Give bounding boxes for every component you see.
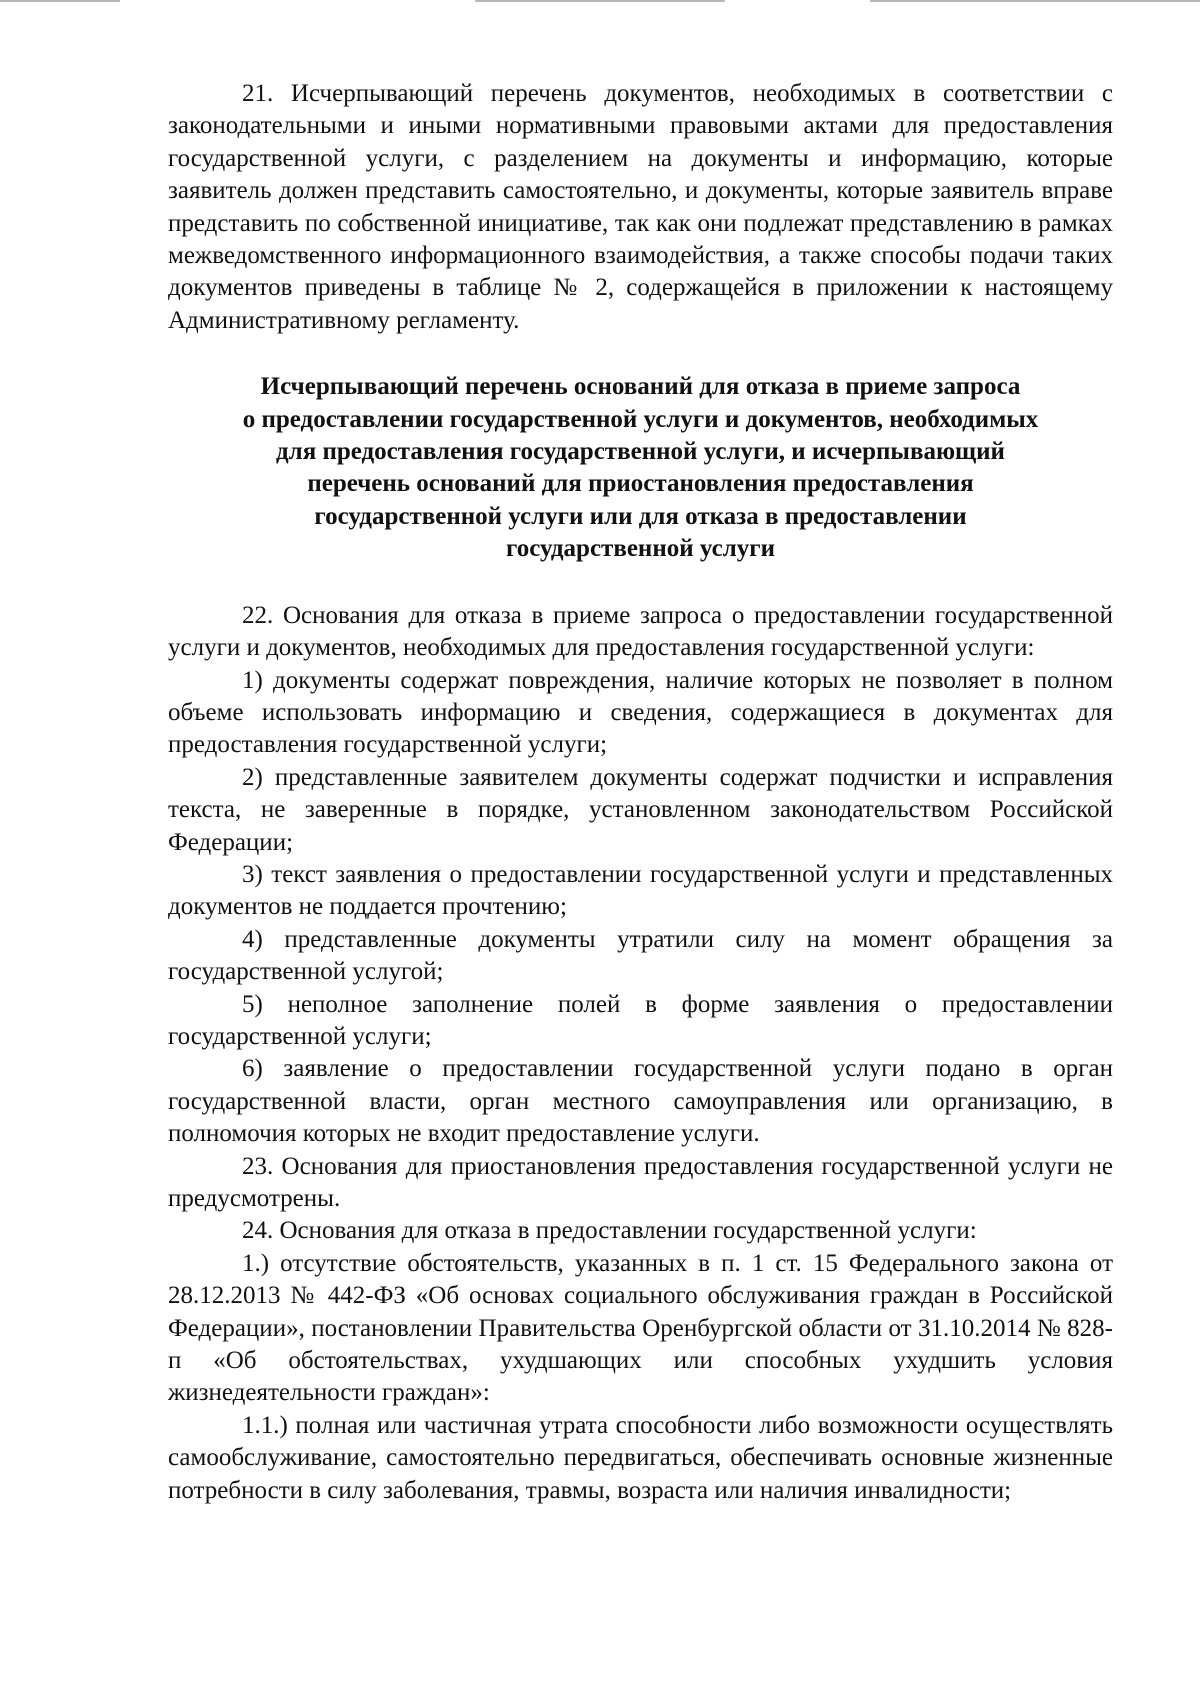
- paragraph-22: 22. Основания для отказа в приеме запроса о предоставлении государственной услуги и документов, необходимых для предоставления государственной услуги:: [168, 601, 1113, 662]
- list-item-24-1-1: 1.1.) полная или частичная утрата способности либо возможности осуществлять самообслуживание, самостоятельно передвигаться, обеспечивать основные жизненные потребности в силу заболевания, травмы, возраста или наличия инвалидности;: [168, 1411, 1113, 1504]
- list-item-22-6: 6) заявление о предоставлении государственной услуги подано в орган государственной власти, орган местного самоуправления или организацию, в полномочия которых не входит предоставление услуги.: [168, 1055, 1113, 1148]
- scan-edge-mark: [475, 0, 725, 2]
- scan-edge-mark: [870, 0, 1200, 2]
- heading-line: о предоставлении государственной услуги и документов, необходимых: [242, 405, 1039, 433]
- heading-line: перечень оснований для приостановления предоставления: [307, 470, 974, 498]
- document-body: [168, 78, 1113, 1507]
- list-item-22-2: 2) представленные заявителем документы содержат подчистки и исправления текста, не заверенные в порядке, установленном законодательством Российской Федерации;: [168, 763, 1113, 856]
- list-item-22-1: 1) документы содержат повреждения, наличие которых не позволяет в полном объеме использовать информацию и сведения, содержащиеся в документах для предоставления государственной услуги;: [168, 666, 1113, 759]
- paragraph-21: 21. Исчерпывающий перечень документов, необходимых в соответствии с законодательными и иными нормативными правовыми актами для предоставления государственной услуги, с разделением на документы и информацию, которые заявитель должен представить самостоятельно, и документы, которые заявитель вправе представить по собственной инициативе, так как они подлежат представлению в рамках межведомственного информационного взаимодействия, а также способы подачи таких документов приведены в таблице № 2, содержащейся в приложении к настоящему Административному регламенту.: [168, 80, 1113, 334]
- list-item-22-5: 5) неполное заполнение полей в форме заявления о предоставлении государственной услуги;: [168, 990, 1113, 1050]
- heading-line: Исчерпывающий перечень оснований для отказа в приеме запроса: [260, 373, 1021, 401]
- list-item-22-4: 4) представленные документы утратили силу на момент обращения за государственной услугой;: [168, 925, 1113, 986]
- paragraph-24: 24. Основания для отказа в предоставлении государственной услуги:: [242, 1217, 977, 1245]
- list-item-24-1: 1.) отсутствие обстоятельств, указанных в п. 1 ст. 15 Федерального закона от 28.12.2013 № 442-ФЗ «Об основах социального обслуживания граждан в Российской Федерации», постановлении Правительства Оренбургской области от 31.10.2014 № 828-п «Об обстоятельствах, ухудшающих или способных ухудшить условия жизнедеятельности граждан»:: [168, 1249, 1113, 1407]
- scan-edge-mark: [0, 0, 120, 2]
- list-item-22-3: 3) текст заявления о предоставлении государственной услуги и представленных документов не поддается прочтению;: [168, 860, 1113, 921]
- heading-line: для предоставления государственной услуги, и исчерпывающий: [276, 438, 1005, 466]
- heading-line: государственной услуги или для отказа в предоставлении: [314, 502, 967, 530]
- section-heading: [168, 371, 1113, 565]
- paragraph-23: 23. Основания для приостановления предоставления государственной услуги не предусмотрены.: [168, 1152, 1113, 1212]
- heading-line: государственной услуги: [505, 535, 776, 563]
